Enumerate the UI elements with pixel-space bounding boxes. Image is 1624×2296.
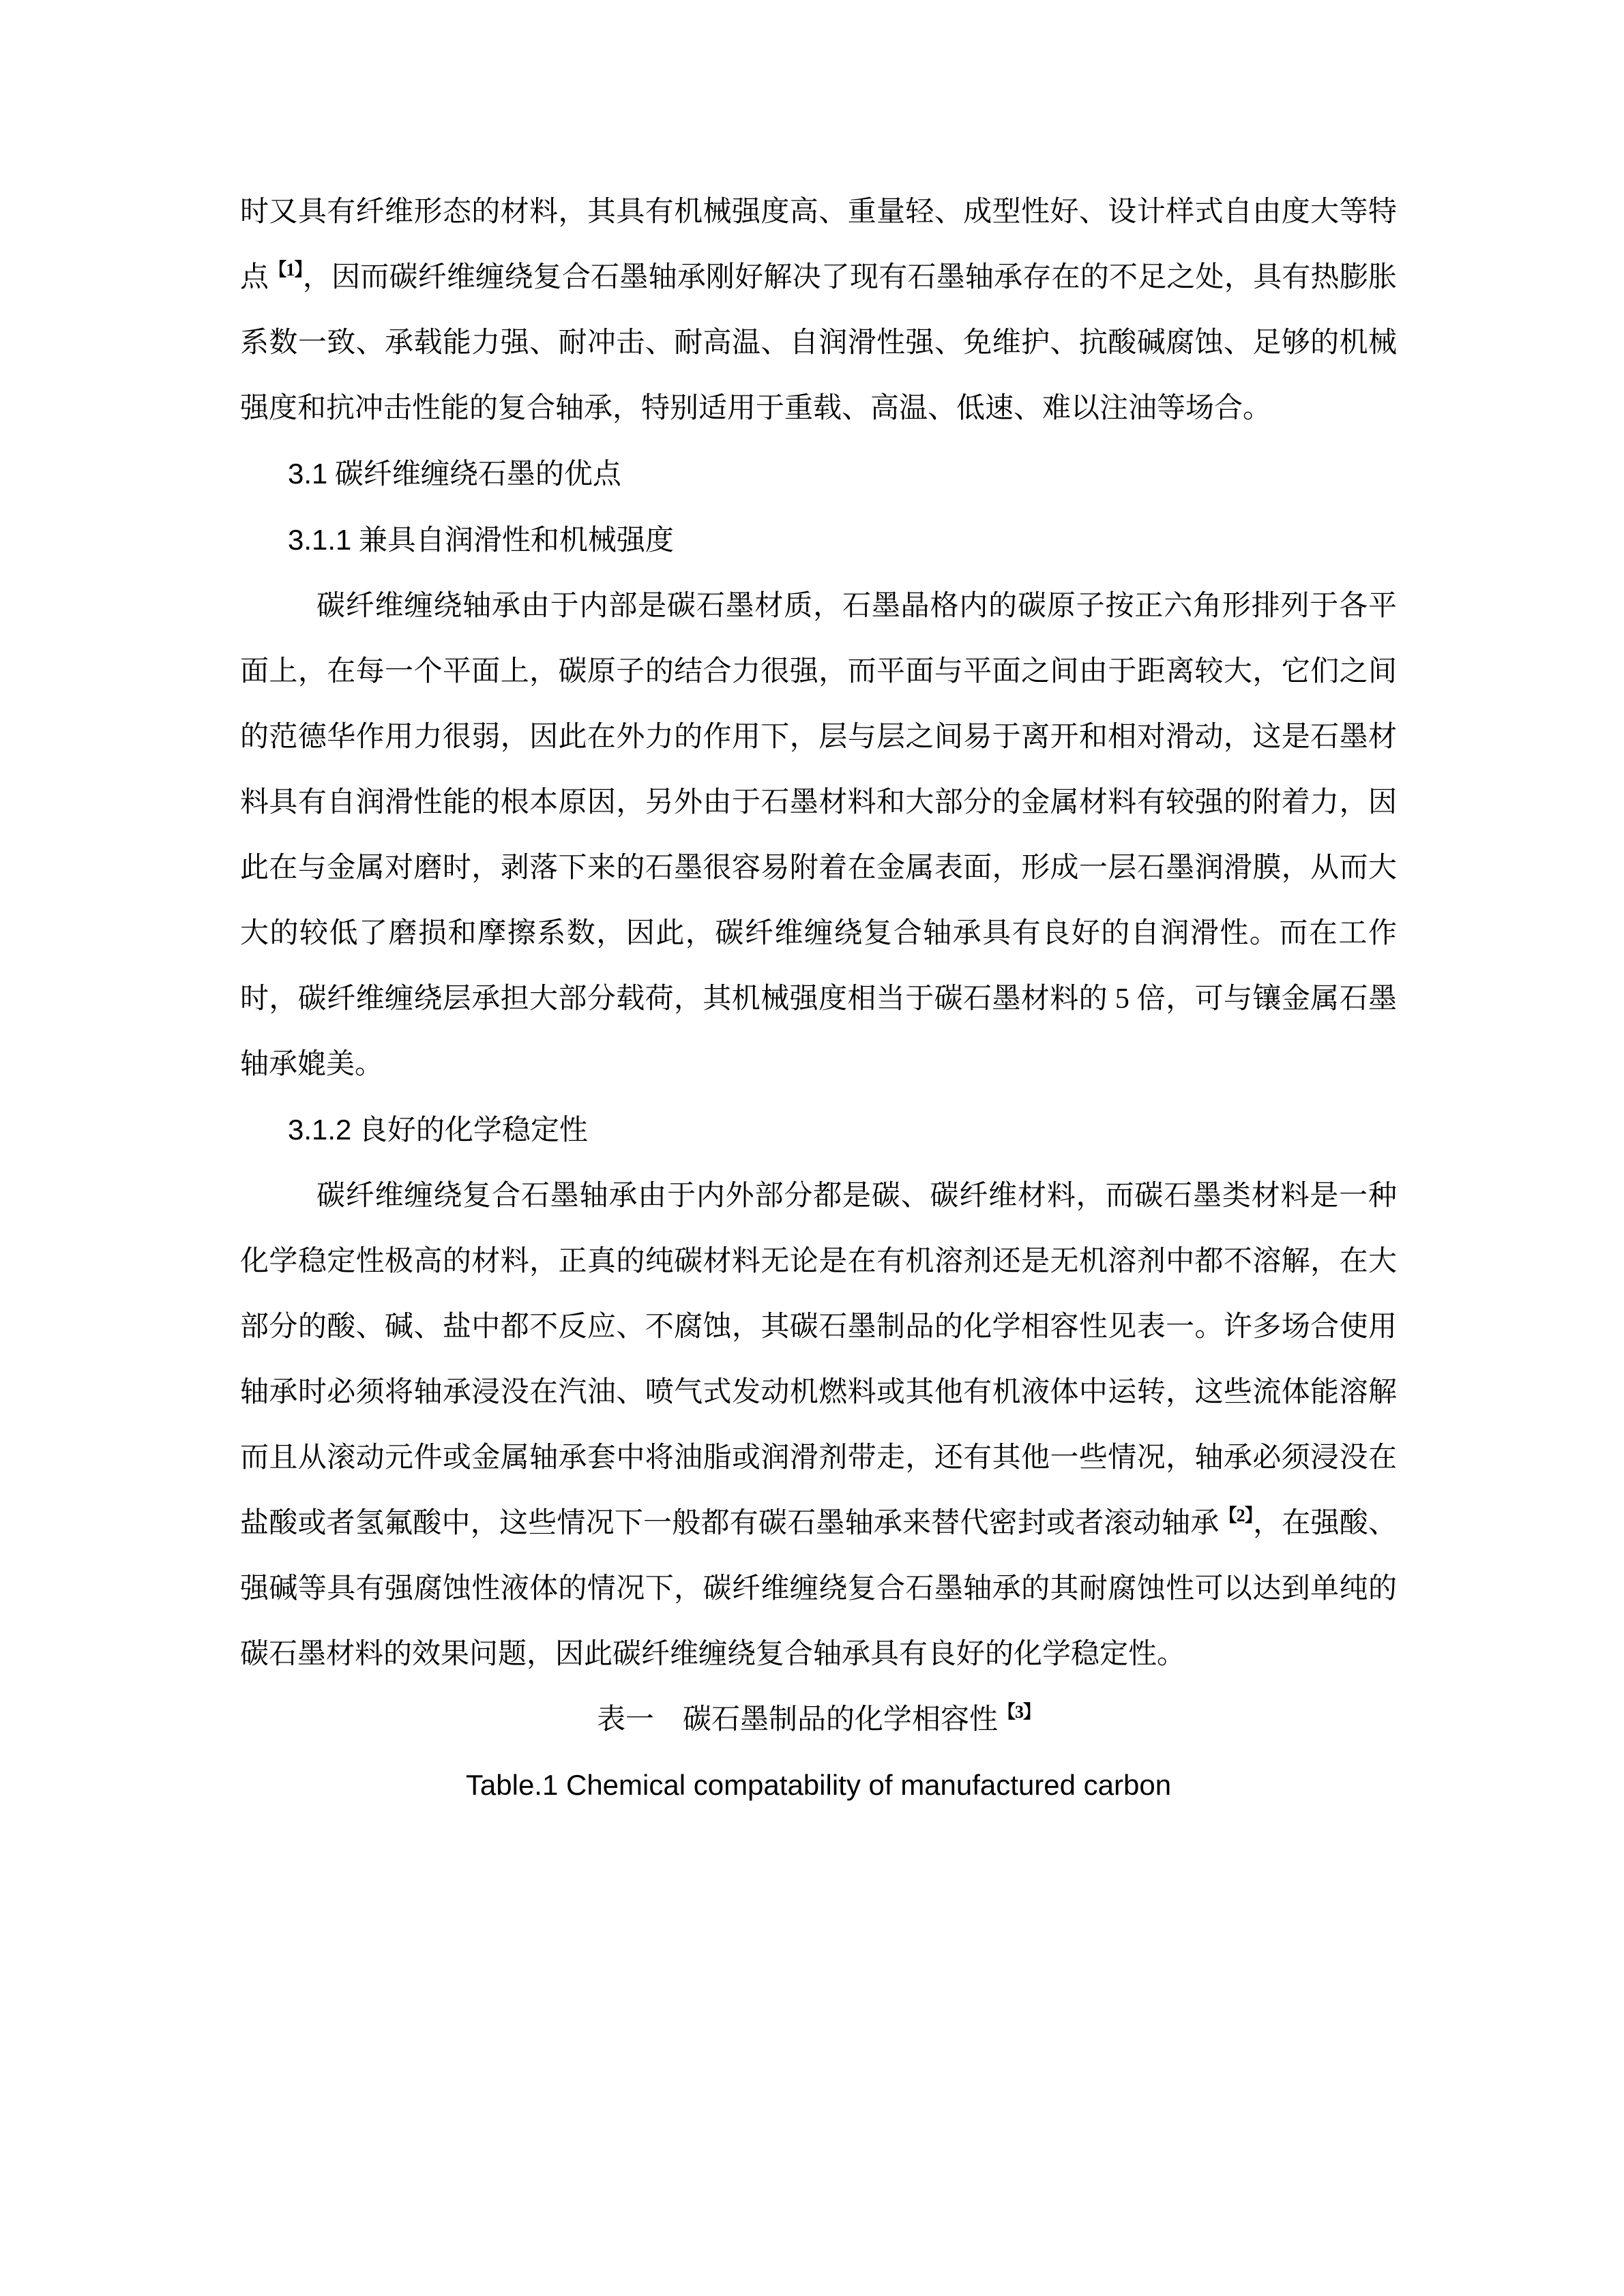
paragraph-self-lubrication: 碳纤维缠绕轴承由于内部是碳石墨材质，石墨晶格内的碳原子按正六角形排列于各平面上，在每一个平面上，碳原子的结合力很强，而平面与平面之间由于距离较大，它们之间的范德华作用力很弱，因此在外力的作用下，层与层之间易于离开和相对滑动，这是石墨材料具有自润滑性能的根本原因，另外由于石墨材料和大部分的金属材料有较强的附着力，因此在与金属对磨时，剥落下来的石墨很容易附着在金属表面，形成一层石墨润滑膜，从而大大的较低了磨损和摩擦系数，因此，碳纤维缠绕复合轴承具有良好的自润滑性。而在工作时，碳纤维缠绕层承担大部分载荷，其机械强度相当于碳石墨材料的 5 倍，可与镶金属石墨轴承媲美。 xyxy=(240,591,1397,1080)
section-title-3-1-1: 兼具自润滑性和机械强度 xyxy=(351,525,674,556)
paragraph-intro xyxy=(240,179,1397,441)
table-caption-chinese-text: 表一 碳石墨制品的化学相容性 xyxy=(596,1704,998,1735)
citation-ref-3: 【3】 xyxy=(998,1702,1041,1722)
paragraph-intro-text-2: ，因而碳纤维缠绕复合石墨轴承刚好解决了现有石墨轴承存在的不足之处，具有热膨胀系数一致、承载能力强、耐冲击、耐高温、自润滑性强、免维护、抗酸碱腐蚀、足够的机械强度和抗冲击性能的复合轴承，特别适用于重载、高温、低速、难以注油等场合。 xyxy=(240,262,1397,424)
citation-ref-1: 【1】 xyxy=(269,260,303,280)
paragraph-chemical-stability-text-1: 碳纤维缠绕复合石墨轴承由于内外部分都是碳、碳纤维材料，而碳石墨类材料是一种化学稳定性极高的材料，正真的纯碳材料无论是在有机溶剂还是无机溶剂中都不溶解，在大部分的酸、碱、盐中都不反应、不腐蚀，其碳石墨制品的化学相容性见表一。许多场合使用轴承时必须将轴承浸没在汽油、喷气式发动机燃料或其他有机液体中运转，这些流体能溶解而且从滚动元件或金属轴承套中将油脂或润滑剂带走，还有其他一些情况，轴承必须浸没在盐酸或者氢氟酸中，这些情况下一般都有碳石墨轴承来替代密封或者滚动轴承 xyxy=(240,1180,1397,1539)
section-number-3-1: 3.1 xyxy=(288,458,328,490)
table-caption-chinese xyxy=(240,1687,1397,1753)
paragraph-chemical-stability xyxy=(240,1163,1397,1687)
section-heading-3-1-1 xyxy=(240,507,1397,573)
table-caption-english: Table.1 Chemical compatability of manufactured carbon xyxy=(465,1769,1172,1801)
section-heading-3-1-2 xyxy=(240,1097,1397,1163)
section-number-3-1-2: 3.1.2 xyxy=(288,1114,352,1146)
page-content xyxy=(240,179,1397,1818)
section-heading-3-1 xyxy=(240,441,1397,507)
section-number-3-1-1: 3.1.1 xyxy=(288,524,352,556)
section-title-3-1-2: 良好的化学稳定性 xyxy=(351,1115,588,1146)
citation-ref-2: 【2】 xyxy=(1219,1506,1254,1525)
paragraph-intro-text-1: 时又具有纤维形态的材料，其具有机械强度高、重量轻、成型性好、设计样式自由度大等特点 xyxy=(240,196,1397,293)
section-title-3-1: 碳纤维缠绕石墨的优点 xyxy=(327,459,621,490)
paragraph-chemical-stability-text-2: ，在强酸、强碱等具有强腐蚀性液体的情况下，碳纤维缠绕复合石墨轴承的其耐腐蚀性可以达到单纯的碳石墨材料的效果问题，因此碳纤维缠绕复合轴承具有良好的化学稳定性。 xyxy=(240,1508,1397,1670)
